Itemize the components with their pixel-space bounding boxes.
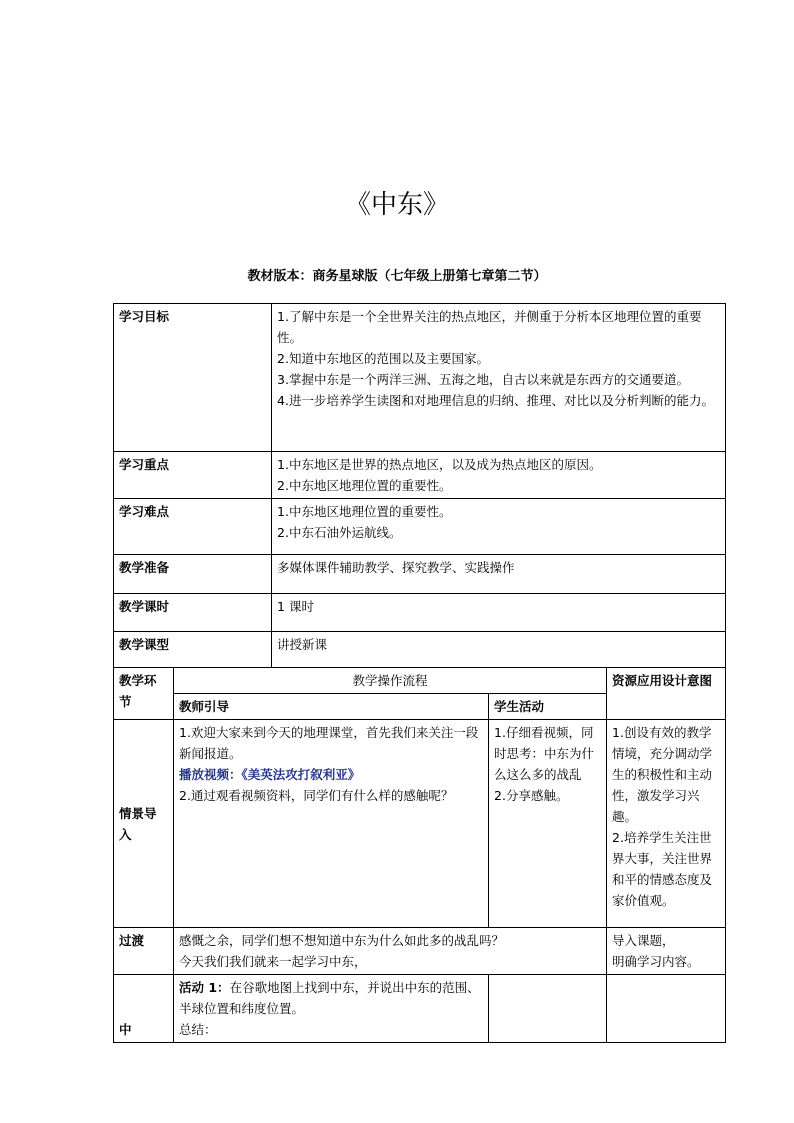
activity-text: 在谷歌地图上找到中东，并说出中东的范围、半球位置和纬度位置。 xyxy=(179,980,480,1016)
transition-resource-line: 导入课题， xyxy=(612,933,675,948)
intro-student xyxy=(489,720,607,928)
row-transition xyxy=(114,928,726,975)
intro-teacher-line: 2.通过观看视频资料，同学们有什么样的感触呢？ xyxy=(179,788,454,803)
difficulty-content xyxy=(272,499,726,555)
teacher-header: 教师引导 xyxy=(174,694,489,720)
goal-item: 2.知道中东地区的范围以及主要国家。 xyxy=(277,351,489,366)
video-title: 播放视频：《美英法攻打叙利亚》 xyxy=(179,767,361,782)
row-focus xyxy=(114,452,726,499)
goal-item: 4.进一步培养学生读图和对地理信息的归纳、推理、对比以及分析判断的能力。 xyxy=(277,393,714,408)
row-intro xyxy=(114,720,726,928)
stage-header: 教学环节 xyxy=(114,668,174,720)
difficulty-item: 1.中东地区地理位置的重要性。 xyxy=(277,504,452,519)
goal-item: 3.掌握中东是一个两洋三洲、五海之地，自古以来就是东西方的交通要道。 xyxy=(277,372,689,387)
middle-student xyxy=(489,975,607,1043)
intro-teacher xyxy=(174,720,489,928)
process-header: 教学操作流程 xyxy=(174,668,607,694)
intro-resource-line: 1.创设有效的教学情境，充分调动学生的积极性和主动性，激发学习兴趣。 xyxy=(612,725,713,824)
type-label: 教学课型 xyxy=(114,632,272,668)
intro-resource xyxy=(607,720,726,928)
intro-teacher-line: 1.欢迎大家来到今天的地理课堂，首先我们来关注一段新闻报道。 xyxy=(179,725,479,761)
document-title: 《中东》 xyxy=(344,190,449,220)
textbook-version: 教材版本：商务星球版（七年级上册第七章第二节） xyxy=(247,269,547,284)
focus-content xyxy=(272,452,726,499)
focus-item: 2.中东地区地理位置的重要性。 xyxy=(277,478,452,493)
intro-stage: 情景导入 xyxy=(114,720,174,928)
goals-content xyxy=(272,304,726,452)
hours-label: 教学课时 xyxy=(114,594,272,632)
goals-label: 学习目标 xyxy=(114,304,272,452)
row-flow-header-1 xyxy=(114,668,726,694)
difficulty-label: 学习难点 xyxy=(114,499,272,555)
transition-resource xyxy=(607,928,726,975)
prep-label: 教学准备 xyxy=(114,555,272,594)
row-middle xyxy=(114,975,726,1043)
goal-item: 1.了解中东是一个全世界关注的热点地区，并侧重于分析本区地理位置的重要性。 xyxy=(277,309,702,345)
summary-label: 总结： xyxy=(179,1022,217,1037)
transition-stage: 过渡 xyxy=(114,928,174,975)
difficulty-item: 2.中东石油外运航线。 xyxy=(277,525,402,540)
row-hours xyxy=(114,594,726,632)
row-difficulty xyxy=(114,499,726,555)
focus-item: 1.中东地区是世界的热点地区，以及成为热点地区的原因。 xyxy=(277,457,602,472)
focus-label: 学习重点 xyxy=(114,452,272,499)
prep-value: 多媒体课件辅助教学、探究教学、实践操作 xyxy=(272,555,726,594)
activity-label: 活动 1： xyxy=(179,980,230,995)
hours-value: 1 课时 xyxy=(272,594,726,632)
type-value: 讲授新课 xyxy=(272,632,726,668)
intro-student-line: 2.分享感触。 xyxy=(494,788,569,803)
row-prep xyxy=(114,555,726,594)
row-type xyxy=(114,632,726,668)
middle-resource xyxy=(607,975,726,1043)
row-goals xyxy=(114,304,726,452)
middle-stage: 中 xyxy=(114,975,174,1043)
transition-teacher xyxy=(174,928,607,975)
intro-student-line: 1.仔细看视频，同时思考：中东为什么这么多的战乱 xyxy=(494,725,595,782)
resource-header: 资源应用设计意图 xyxy=(607,668,726,720)
intro-resource-line: 2.培养学生关注世界大事，关注世界和平的情感态度及家价值观。 xyxy=(612,830,713,908)
transition-line: 感慨之余，同学们想不想知道中东为什么如此多的战乱吗？ xyxy=(179,933,505,948)
transition-resource-line: 明确学习内容。 xyxy=(612,954,700,969)
middle-teacher xyxy=(174,975,489,1043)
lesson-plan-table xyxy=(113,303,726,1043)
student-header: 学生活动 xyxy=(489,694,607,720)
transition-line: 今天我们我们就来一起学习中东， xyxy=(179,954,367,969)
